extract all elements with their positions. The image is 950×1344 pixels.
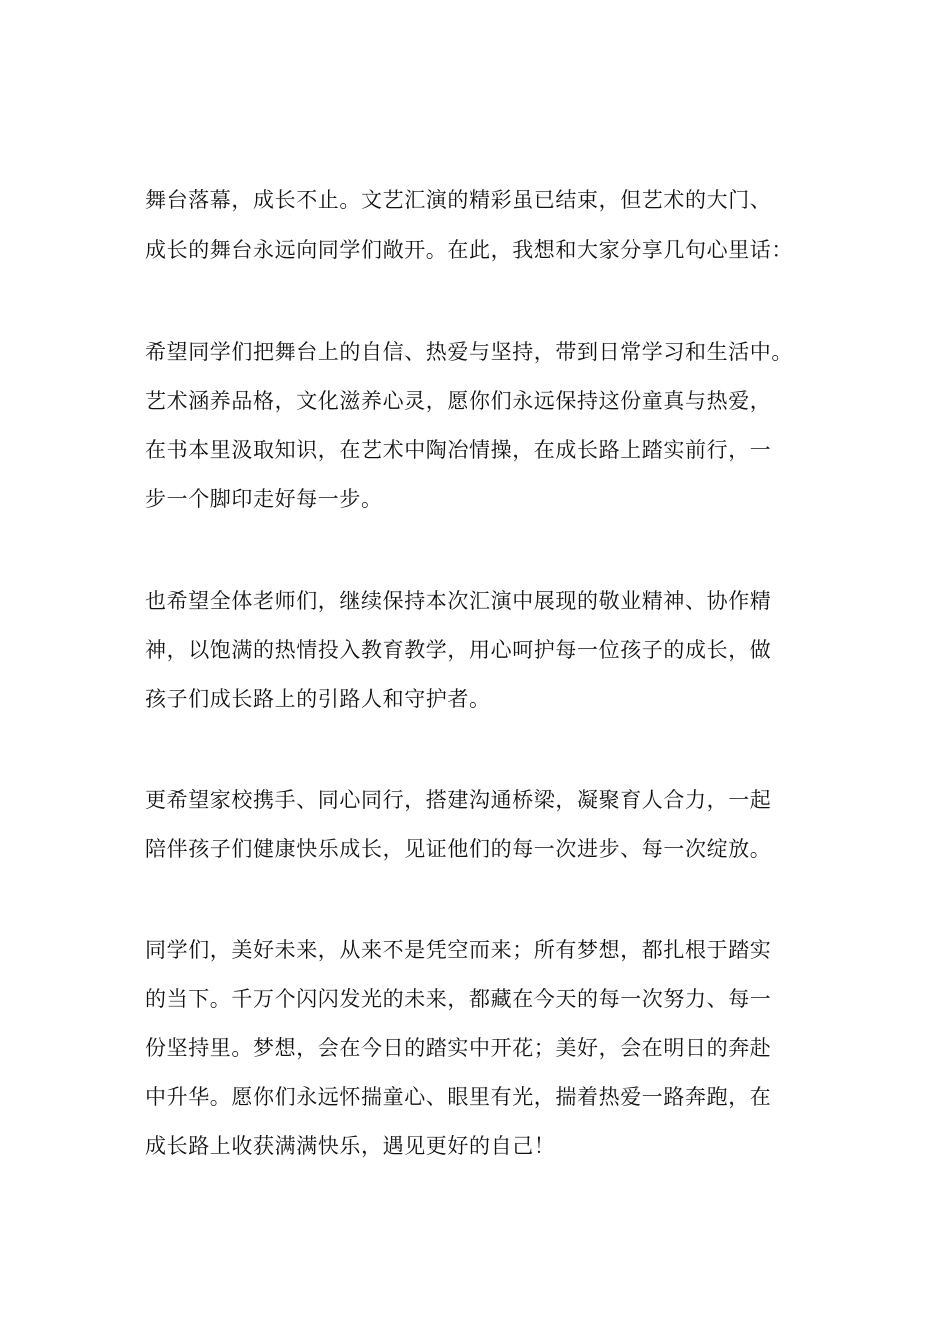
paragraph-2-line-1: 希望同学们把舞台上的自信、热爱与坚持，带到日常学习和生活中。 [145,340,793,364]
paragraph-5-line-1: 同学们，美好未来，从来不是凭空而来；所有梦想，都扎根于踏实 [145,938,772,962]
paragraph-2-line-3: 在书本里汲取知识，在艺术中陶冶情操，在成长路上踏实前行，一 [145,438,772,462]
paragraph-3-line-3: 孩子们成长路上的引路人和守护者。 [145,687,491,711]
paragraph-5-line-3: 份坚持里。梦想，会在今日的踏实中开花；美好，会在明日的奔赴 [145,1036,772,1060]
paragraph-1-line-1: 舞台落幕，成长不止。文艺汇演的精彩虽已结束，但艺术的大门、 [145,188,772,212]
paragraph-3-line-1: 也希望全体老师们，继续保持本次汇演中展现的敬业精神、协作精 [145,589,772,613]
paragraph-5-line-2: 的当下。千万个闪闪发光的未来，都藏在今天的每一次努力、每一 [145,987,772,1011]
paragraph-4-line-1: 更希望家校携手、同心同行，搭建沟通桥梁，凝聚育人合力，一起 [145,788,772,812]
paragraph-2-line-4: 步一个脚印走好每一步。 [145,487,383,511]
paragraph-3-line-2: 神，以饱满的热情投入教育教学，用心呵护每一位孩子的成长，做 [145,638,772,662]
paragraph-1-line-2: 成长的舞台永远向同学们敞开。在此，我想和大家分享几句心里话： [145,238,793,262]
paragraph-2-line-2: 艺术涵养品格，文化滋养心灵，愿你们永远保持这份童真与热爱， [145,389,772,413]
paragraph-5-line-4: 中升华。愿你们永远怀揣童心、眼里有光，揣着热爱一路奔跑，在 [145,1085,772,1109]
paragraph-5-line-5: 成长路上收获满满快乐，遇见更好的自己！ [145,1134,556,1158]
paragraph-4-line-2: 陪伴孩子们健康快乐成长，见证他们的每一次进步、每一次绽放。 [145,837,772,861]
